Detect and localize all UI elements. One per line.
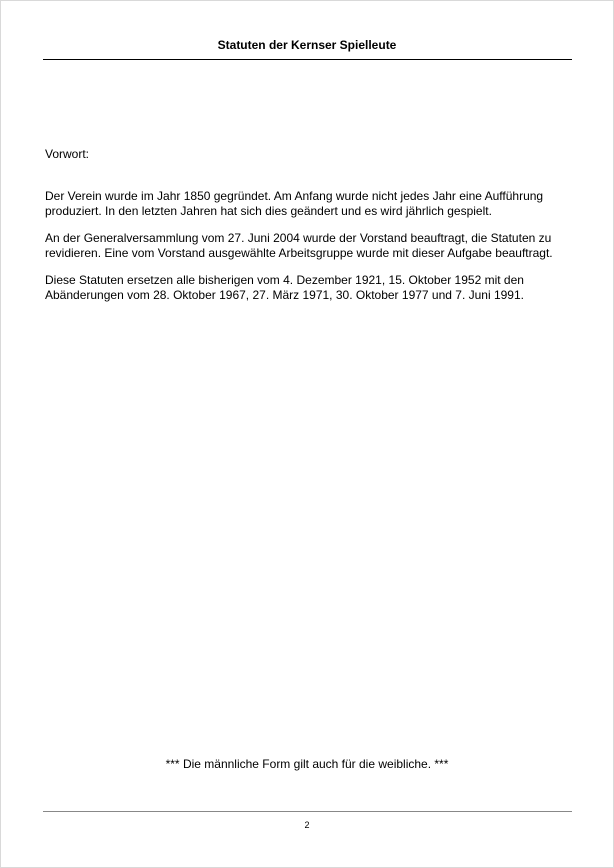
document-title: Statuten der Kernser Spielleute: [217, 38, 397, 52]
preface-heading: Vorwort:: [45, 147, 90, 161]
paragraph-founding: Der Verein wurde im Jahr 1850 gegründet. Am Anfang wurde nicht jedes Jahr eine Aufführung produziert. In den letzten Jahren hat sich dies geändert und es wird jährlich gespielt.: [45, 189, 544, 218]
paragraph-replacement: Diese Statuten ersetzen alle bisherigen vom 4. Dezember 1921, 15. Oktober 1952 mit den Abänderungen vom 28. Oktober 1967, 27. März 1971, 30. Oktober 1977 und 7. Juni 1991.: [45, 273, 524, 302]
footer-divider: [43, 811, 572, 812]
paragraph-revision: An der Generalversammlung vom 27. Juni 2004 wurde der Vorstand beauftragt, die Statuten zu revidieren. Eine vom Vorstand ausgewählte Arbeitsgruppe wurde mit dieser Aufgabe beauftragt.: [45, 231, 553, 260]
gender-footnote: *** Die männliche Form gilt auch für die weibliche. ***: [165, 757, 449, 771]
page-number: 2: [304, 820, 310, 830]
header-divider: [43, 59, 572, 60]
